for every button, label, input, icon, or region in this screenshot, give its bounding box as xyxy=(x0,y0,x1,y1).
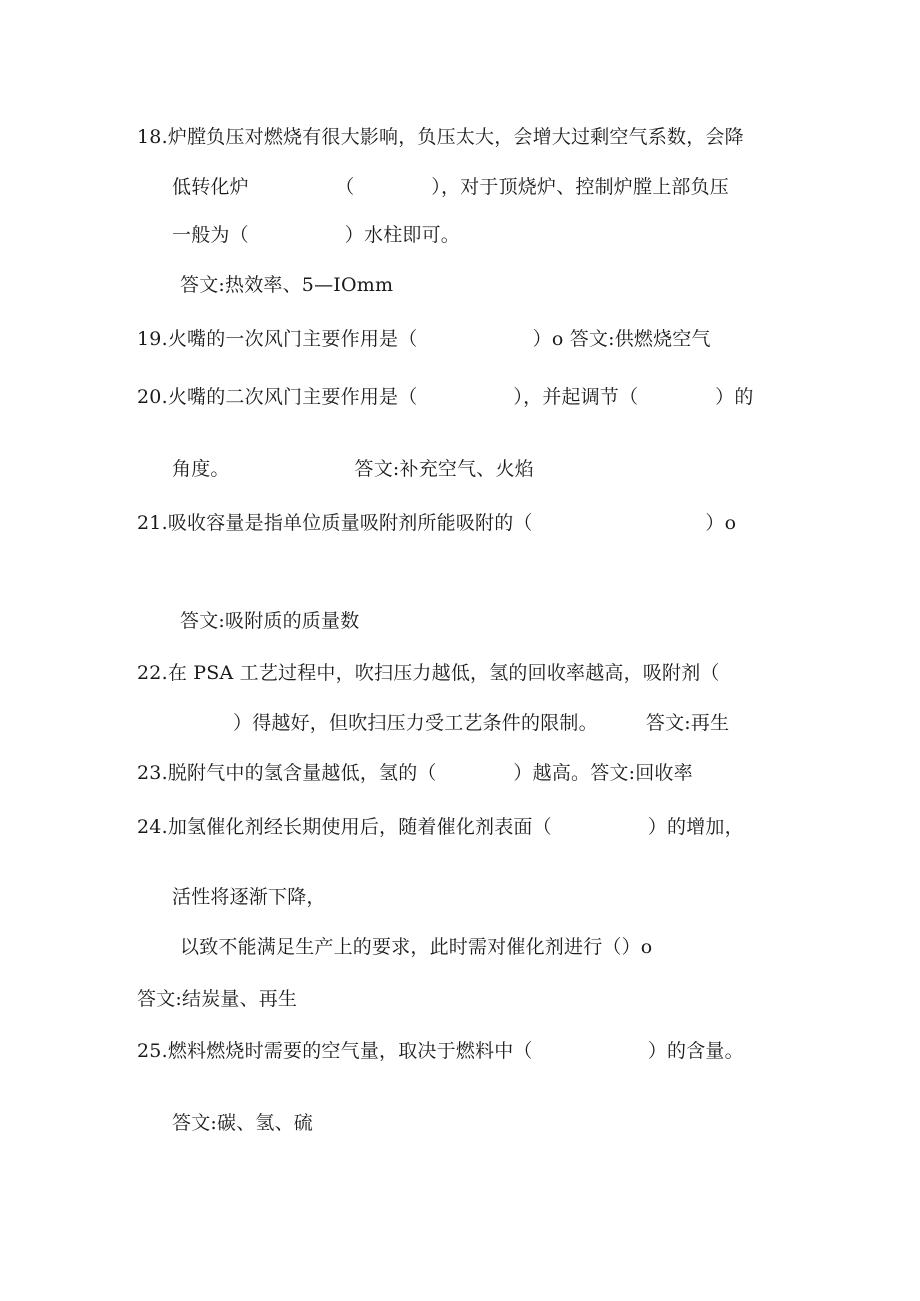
question-text: .吸收容量是指单位质量吸附剂所能吸附的（ ）o xyxy=(161,512,737,534)
question-22-line-1 xyxy=(137,660,720,686)
question-text: .在 PSA 工艺过程中，吹扫压力越低，氢的回收率越高，吸附剂（ xyxy=(161,662,720,684)
answer-24: 答文:结炭量、再生 xyxy=(137,988,298,1010)
question-18-line-2: 低转化炉 （ ），对于顶烧炉、控制炉膛上部负压 xyxy=(172,176,730,198)
question-number: 20 xyxy=(137,386,162,408)
question-24-line-1 xyxy=(137,814,744,840)
question-number: 18 xyxy=(137,126,162,148)
question-text: .火嘴的二次风门主要作用是（ ），并起调节（ ）的 xyxy=(161,386,754,408)
question-18-line-1 xyxy=(137,124,744,150)
question-text: .炉膛负压对燃烧有很大影响，负压太大，会增大过剩空气系数，会降 xyxy=(161,126,744,148)
question-text: .加氢催化剂经长期使用后，随着催化剂表面（ ）的增加， xyxy=(161,816,744,838)
question-18-line-3: 一般为（ ）水柱即可。 xyxy=(172,224,461,246)
question-24-line-2: 活性将逐渐下降， xyxy=(172,886,326,908)
question-19-line-1 xyxy=(137,326,711,352)
question-22-line-2: ）得越好，但吹扫压力受工艺条件的限制。 答文:再生 xyxy=(233,712,730,734)
answer-21: 答文:吸附质的质量数 xyxy=(180,610,360,632)
question-text: .脱附气中的氢含量越低，氢的（ ）越高。答文:回收率 xyxy=(161,762,693,784)
answer-18: 答文:热效率、5—IOmm xyxy=(180,274,394,296)
question-text: .燃料燃烧时需要的空气量，取决于燃料中（ ）的含量。 xyxy=(161,1040,744,1062)
question-20-line-1 xyxy=(137,384,754,410)
question-text: .火嘴的一次风门主要作用是（ ）o 答文:供燃烧空气 xyxy=(161,328,711,350)
answer-25: 答文:碳、氢、硫 xyxy=(172,1112,314,1134)
question-20-line-2: 角度。 答文:补充空气、火焰 xyxy=(172,458,534,480)
question-number: 25 xyxy=(137,1040,162,1062)
question-23-line-1 xyxy=(137,760,693,786)
question-number: 21 xyxy=(137,512,162,534)
question-24-line-3: 以致不能满足生产上的要求，此时需对催化剂进行（）o xyxy=(180,936,653,958)
question-number: 24 xyxy=(137,816,162,838)
question-number: 23 xyxy=(137,762,162,784)
question-21-line-1 xyxy=(137,510,736,536)
question-25-line-1 xyxy=(137,1038,744,1064)
question-number: 19 xyxy=(137,328,162,350)
question-number: 22 xyxy=(137,662,162,684)
